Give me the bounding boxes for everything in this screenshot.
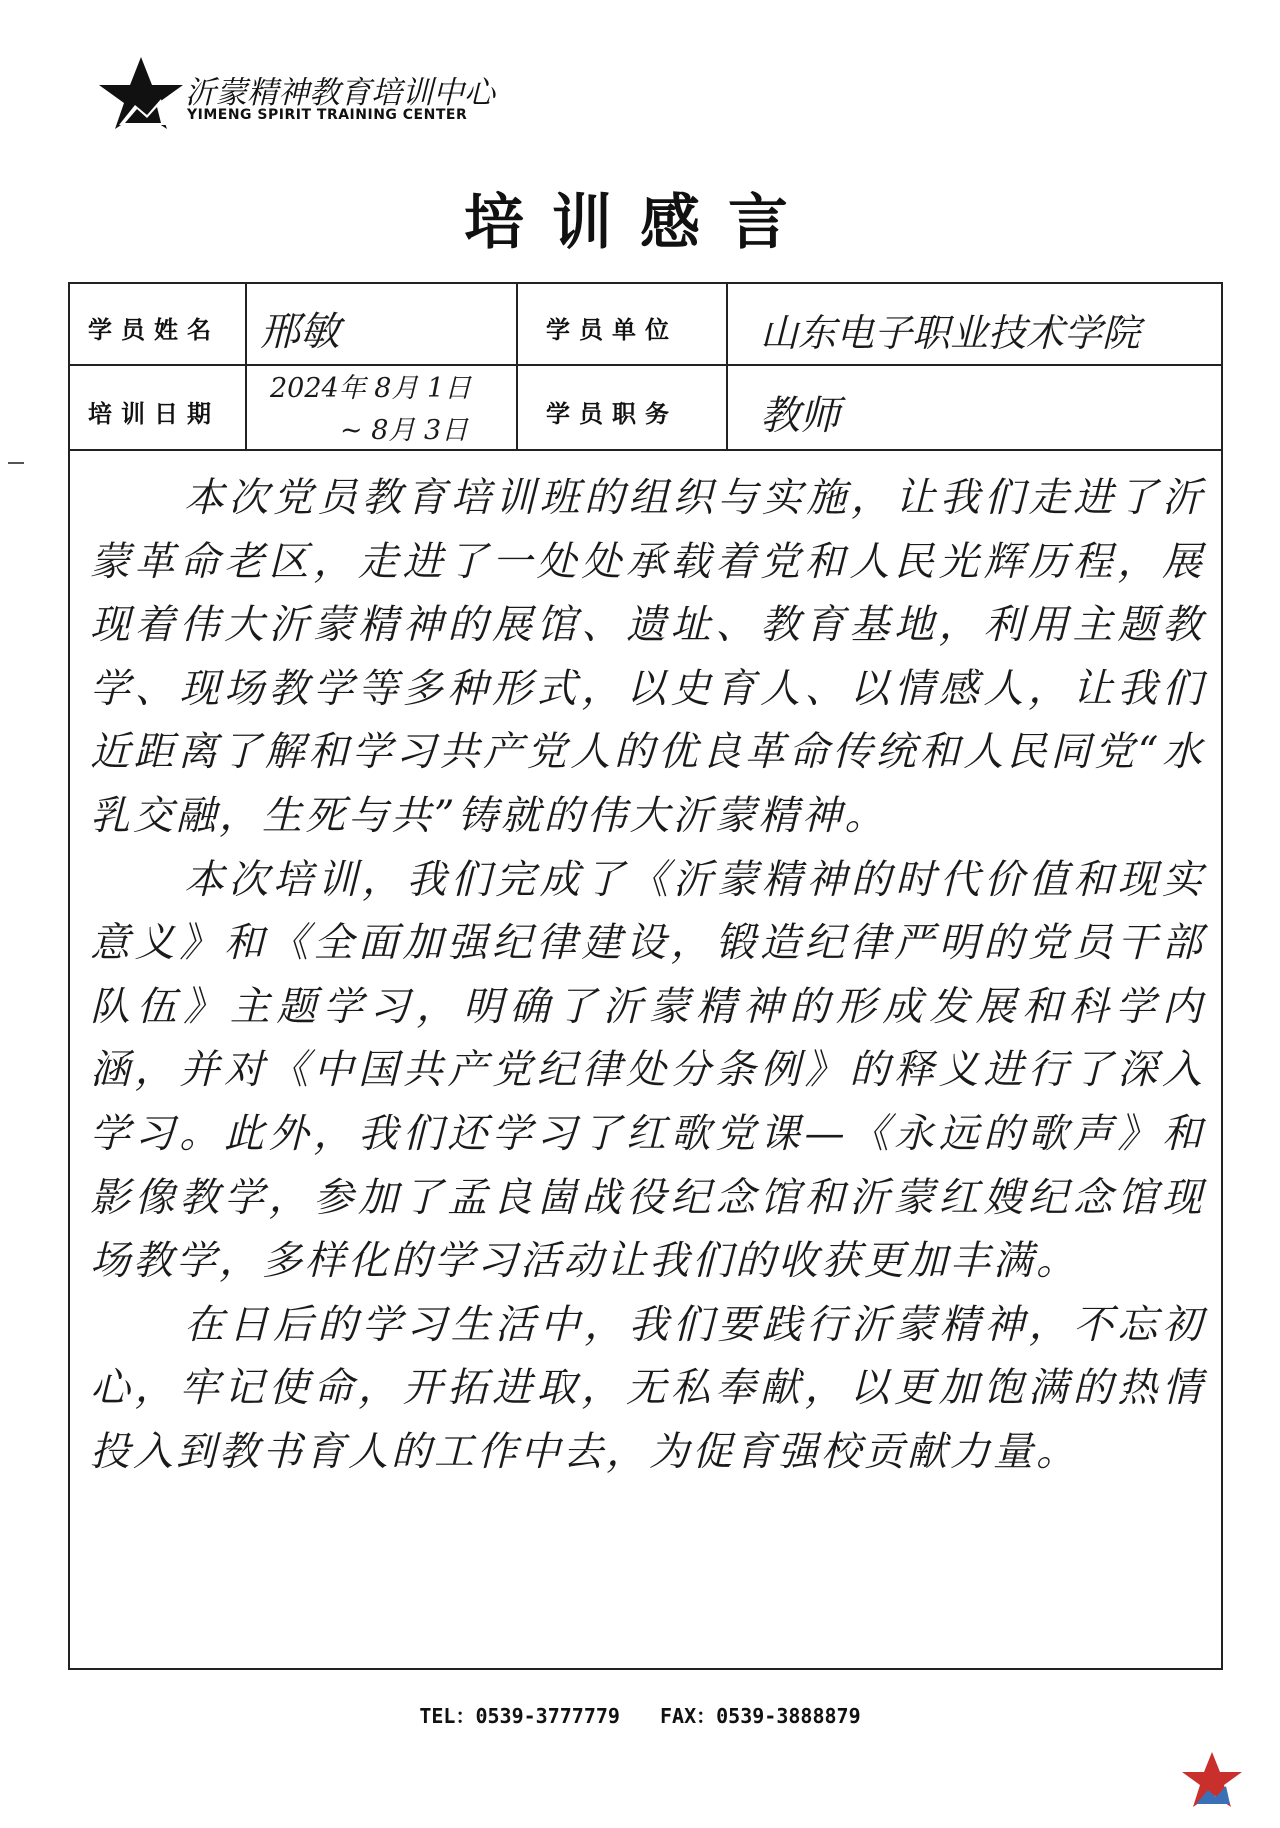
scan-mark: [8, 462, 24, 464]
row-divider: [70, 364, 1221, 366]
center-logo: [95, 55, 495, 130]
date-start: 2024年 8月 1日: [270, 373, 472, 404]
reflection-paragraph: 本次党员教育培训班的组织与实施，让我们走进了沂蒙革命老区，走进了一处处承载着党和人民光辉历程，展现着伟大沂蒙精神的展馆、遗址、教育基地，利用主题教学、现场教学等多种形式，以史育人、以情感人，让我们近距离了解和学习共产党人的优良革命传统和人民同党“水乳交融，生死与共”铸就的伟大沂蒙精神。: [90, 475, 1205, 839]
telephone-number: TEL：0539-3777779: [419, 1704, 620, 1728]
logo-chinese-name: 沂蒙精神教育培训中心: [185, 75, 495, 111]
star-logo-icon: [95, 55, 187, 130]
name-value: 邢敏: [260, 309, 340, 355]
feedback-form: [68, 282, 1223, 1670]
contact-footer: [0, 1700, 1280, 1729]
column-divider: [726, 284, 728, 449]
column-divider: [245, 284, 247, 449]
name-label: 学员姓名: [88, 316, 220, 344]
reflection-paragraph: 本次培训，我们完成了《沂蒙精神的时代价值和现实意义》和《全面加强纪律建设，锻造纪律严明的党员干部队伍》主题学习，明确了沂蒙精神的形成发展和科学内涵，并对《中国共产党纪律处分条例》的释义进行了深入学习。此外，我们还学习了红歌党课—《永远的歌声》和影像教学，参加了孟良崮战役纪念馆和沂蒙红嫂纪念馆现场教学，多样化的学习活动让我们的收获更加丰满。: [90, 856, 1205, 1285]
date-end: ~ 8月 3日: [340, 415, 469, 446]
fax-number: FAX：0539-3888879: [660, 1704, 861, 1728]
reflection-paragraph: 在日后的学习生活中，我们要践行沂蒙精神，不忘初心，牢记使命，开拓进取，无私奉献，以更加饱满的热情投入到教书育人的工作中去，为促育强校贡献力量。: [90, 1301, 1205, 1475]
page-title: 培训感言: [464, 188, 816, 258]
column-divider: [516, 284, 518, 449]
logo-english-name: YIMENG SPIRIT TRAINING CENTER: [187, 107, 468, 123]
corner-star-icon: [1180, 1750, 1245, 1810]
position-label: 学员职务: [546, 400, 678, 428]
date-label: 培训日期: [88, 400, 220, 428]
unit-value: 山东电子职业技术学院: [760, 311, 1141, 355]
unit-label: 学员单位: [546, 316, 678, 344]
row-divider: [70, 449, 1221, 451]
position-value: 教师: [760, 393, 840, 439]
reflection-text: [90, 467, 1205, 1485]
